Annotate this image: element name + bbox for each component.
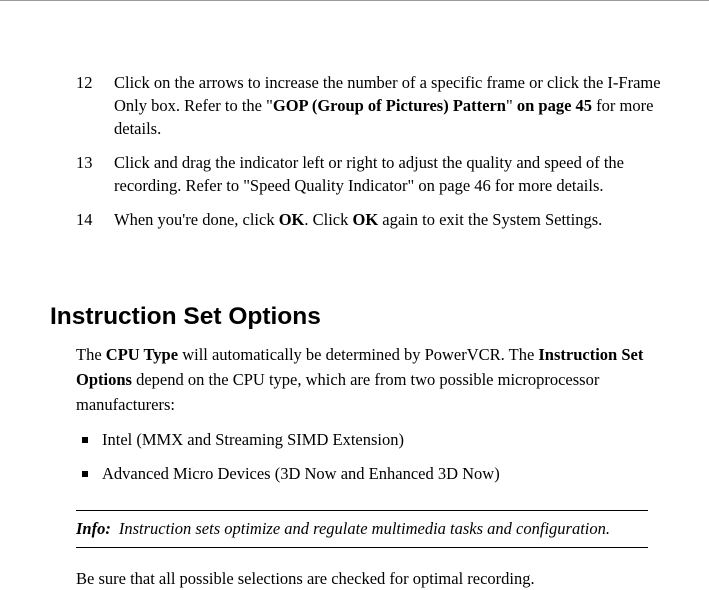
- text-run: again to exit the System Settings.: [378, 210, 603, 229]
- instruction-set-term: Instruction Set Options: [76, 345, 644, 389]
- cpu-type-term: CPU Type: [105, 345, 179, 364]
- step-number: 12: [76, 73, 93, 92]
- text-run: depend on the CPU type, which are from two possible microprocessor manufacturers:: [76, 370, 600, 414]
- section-heading: Instruction Set Options: [50, 303, 321, 330]
- text-run: The: [76, 345, 106, 364]
- square-bullet-icon: [82, 437, 88, 443]
- text-run: will automatically be determined by PowerVCR. The: [178, 345, 539, 364]
- list-item: [76, 462, 500, 485]
- text-run: When you're done, click: [114, 210, 279, 229]
- text-run: . Click: [304, 210, 353, 229]
- list-item-text: Intel (MMX and Streaming SIMD Extension): [102, 430, 405, 449]
- text-run: Click on the arrows to increase the number of a specific frame or click the I-Frame Only box. Refer to the ": [114, 73, 661, 115]
- list-item-text: Advanced Micro Devices (3D Now and Enhanced 3D Now): [102, 464, 500, 483]
- info-text: Instruction sets optimize and regulate multimedia tasks and configuration.: [118, 519, 610, 538]
- closing-paragraph: Be sure that all possible selections are checked for optimal recording.: [76, 569, 535, 588]
- step-14: [76, 208, 686, 231]
- ok-label: OK: [352, 210, 379, 229]
- info-note: [76, 510, 648, 548]
- top-divider: [0, 0, 709, 1]
- manufacturer-list: [76, 428, 500, 496]
- list-item: [76, 428, 500, 451]
- step-12: [76, 71, 686, 140]
- text-run: ": [505, 96, 517, 115]
- gop-reference: GOP (Group of Pictures) Pattern: [272, 96, 506, 115]
- procedure-steps: [76, 71, 686, 242]
- square-bullet-icon: [82, 471, 88, 477]
- step-text: [114, 71, 686, 140]
- text-run: for more details.: [114, 96, 654, 138]
- intro-paragraph: [76, 342, 676, 417]
- page-reference: on page 45: [516, 96, 593, 115]
- step-number: 14: [76, 210, 93, 229]
- step-text: Click and drag the indicator left or right to adjust the quality and speed of the recording. Refer to "Speed Quality Indicator" on page 46 for more details.: [114, 153, 624, 195]
- ok-label: OK: [278, 210, 305, 229]
- step-number: 13: [76, 153, 93, 172]
- step-text: [114, 208, 686, 231]
- step-13: [76, 151, 686, 197]
- info-label: Info:: [76, 519, 111, 538]
